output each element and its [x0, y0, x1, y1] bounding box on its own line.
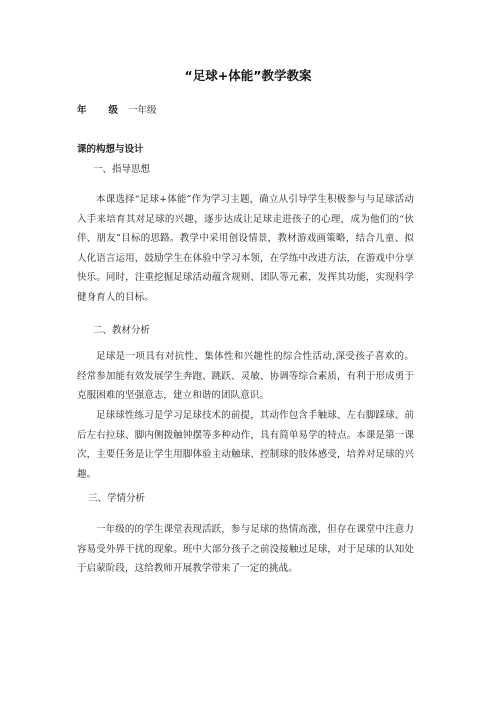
grade-value: 一年级 — [128, 105, 157, 116]
grade-label-2: 级 — [108, 105, 119, 116]
paragraph-learner-analysis: 一年级的的学生课堂表现活跃，参与足球的热情高涨，但存在课堂中注意力容易受外界干扰的现象。班中大部分孩子之前没接触过足球，对于足球的认知处于启蒙阶段，这给教师开展教学带来了一定的挑战。 — [77, 524, 414, 574]
paragraph-material-analysis-2: 足球球性练习是学习足球技术的前提，其动作包含手触球、左右脚踩球、前后左右拉球、脚内侧拨触钟摆等多种动作，具有简单易学的特点。本课是第一课次，主要任务是让学生用脚体验主动触球、控制球的肢体感受，培养对足球的兴趣。 — [77, 410, 414, 480]
heading-material-analysis: 二、教材分析 — [93, 325, 151, 336]
section-title: 课的构想与设计 — [77, 144, 144, 155]
grade-row — [77, 102, 157, 116]
paragraph-material-analysis-1: 足球是一项具有对抗性、集体性和兴趣性的综合性活动,深受孩子喜欢的。经常参加能有效发展学生奔跑、跳跃、灵敏、协调等综合素质，有利于形成勇于克服困难的坚强意志，建立和谐的团队意识。 — [77, 351, 414, 401]
grade-label-1: 年 — [77, 105, 87, 116]
paragraph-guiding-ideology: 本课选择“足球+体能”作为学习主题，确立从引导学生积极参与与足球活动入手来培育其对足球的兴趣，逐步达成让足球走进孩子的心理，成为他们的“伙伴、朋友”目标的思路。教学中采用创设情景，教材游戏画策略，结合儿童、拟人化语言运用，鼓励学生在体验中学习本领，在学练中改进方法，在游戏中分享快乐。同时，注重挖掘足球活动蕴含规则、团队等元素，发挥其功能，实现科学健身育人的目标。 — [77, 194, 414, 303]
heading-learner-analysis: 三、学情分析 — [88, 493, 146, 504]
heading-guiding-ideology: 一、指导思想 — [93, 164, 151, 175]
document-title: “足球+体能”教学教案 — [184, 68, 312, 83]
